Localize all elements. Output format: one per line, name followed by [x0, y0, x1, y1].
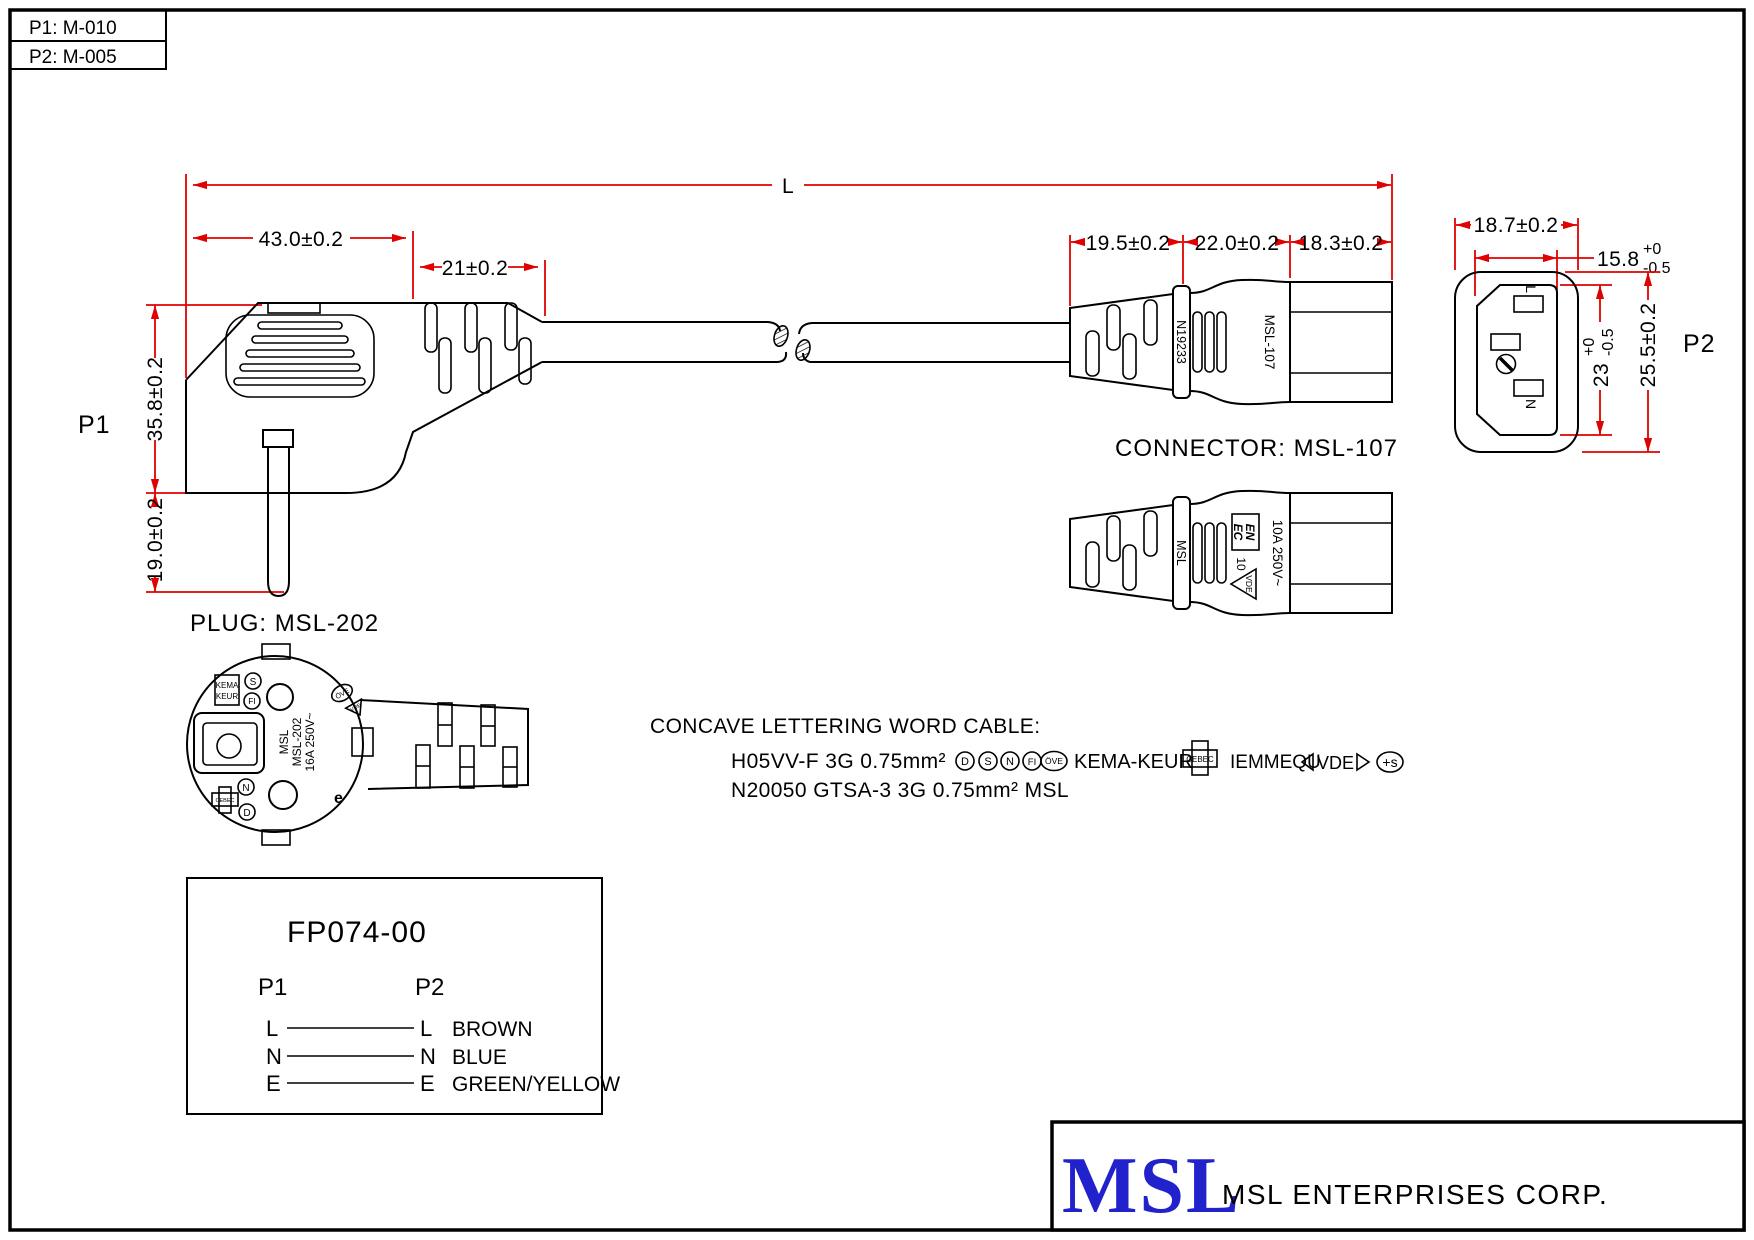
plug-grip-ridge — [234, 378, 365, 385]
company-name: MSL ENTERPRISES CORP. — [1222, 1179, 1609, 1210]
conn-front — [1290, 282, 1392, 402]
p2-label: P2 — [1683, 330, 1716, 358]
vde-triangle-mark — [1231, 569, 1256, 599]
n-mark: N — [242, 783, 250, 794]
wire-to: L — [420, 1016, 433, 1041]
dim-face-open-h-tol-lo: -0.5 — [1600, 328, 1617, 356]
relief-slot — [1107, 516, 1120, 561]
dim-plug-height: 35.8±0.2 — [144, 356, 167, 442]
screw-slot — [1500, 358, 1513, 371]
face-opening — [1477, 285, 1557, 435]
conn-body-slot — [1193, 312, 1202, 372]
dim-pin-length: 19.0±0.2 — [144, 497, 167, 583]
dim-face-open-w-tol-lo: -0.5 — [1643, 260, 1671, 277]
conn-rating-marking: 10A 250V~ — [1270, 519, 1285, 587]
wire-to: E — [420, 1071, 435, 1096]
conn-body-slot — [1217, 523, 1226, 583]
relief-slot — [1123, 545, 1136, 590]
cebec-text: CEBEC — [1186, 755, 1214, 764]
dim-conn-front: 18.3±0.2 — [1298, 232, 1384, 255]
dim-face-open-w: 15.8 — [1597, 248, 1640, 271]
plug-face-view — [187, 644, 373, 845]
plug-top-tab — [268, 303, 320, 313]
conn-body-slot — [1205, 523, 1214, 583]
dim-conn-body: 22.0±0.2 — [1194, 232, 1280, 255]
conn-model-marking: MSL-107 — [1262, 314, 1277, 370]
relief-slot — [425, 303, 437, 352]
relief-slot — [479, 338, 491, 393]
plug-grip-ridge — [258, 322, 342, 329]
iemmequ-text: IEMMEQU — [1230, 752, 1321, 773]
ove-mark: ÖVE — [334, 687, 351, 702]
relief-slot — [465, 303, 477, 352]
plug-bottom-outline — [186, 362, 542, 493]
earth-pin — [268, 447, 289, 596]
conn-front — [1290, 493, 1392, 613]
dim-face-open-w-tol-hi: +0 — [1643, 241, 1662, 258]
p2-face-view — [1455, 272, 1578, 452]
d-approval: D — [961, 756, 969, 768]
n-approval: N — [1006, 756, 1014, 768]
dim-plug-body: 43.0±0.2 — [258, 228, 344, 251]
relief-slot — [1144, 300, 1157, 345]
relief-slot — [505, 303, 517, 350]
conn-cert-number: N19233 — [1174, 320, 1188, 364]
conn-brand-marking: MSL — [1174, 540, 1188, 566]
wire-color: BROWN — [452, 1018, 533, 1041]
wiring-row-n — [266, 1044, 507, 1069]
conn-body-bottom — [1190, 391, 1290, 404]
conn-body-slot — [1205, 312, 1214, 372]
dim-face-open-h-tol-hi: +0 — [1581, 337, 1598, 356]
title-block — [1052, 1122, 1744, 1230]
conn-body-top — [1190, 280, 1290, 293]
conn-body-top — [1190, 491, 1290, 504]
kema-text-top: KEMA — [215, 681, 239, 690]
wire-to: N — [420, 1044, 436, 1069]
connector-label: CONNECTOR: MSL-107 — [1115, 435, 1398, 462]
dim-plug-relief: 21±0.2 — [441, 257, 509, 280]
live-slot — [1514, 296, 1543, 312]
connector-marking-view — [1070, 491, 1392, 615]
note-title: CONCAVE LETTERING WORD CABLE: — [650, 715, 1041, 738]
cebec-small-text: CEBEC — [215, 798, 235, 804]
wiring-col-p2: P2 — [415, 974, 445, 1001]
plug-model-marking: MSL-202 — [290, 717, 304, 767]
relief-slot — [1086, 542, 1099, 587]
wire-from: E — [266, 1071, 281, 1096]
earth-clip-hole — [217, 734, 241, 758]
plug-grip-ridge — [240, 364, 360, 371]
enec-mark — [1231, 514, 1259, 550]
wiring-row-l — [266, 1016, 533, 1041]
conn-body-bottom — [1190, 602, 1290, 615]
dim-face-height: 25.5±0.2 — [1637, 302, 1660, 388]
plug-relief-end-view — [360, 700, 528, 789]
plug-label: PLUG: MSL-202 — [190, 610, 380, 637]
dim-face-width: 18.7±0.2 — [1473, 214, 1559, 237]
dim-conn-relief: 19.5±0.2 — [1085, 232, 1171, 255]
cable-break-right — [794, 338, 813, 362]
vde-text: VDE — [1244, 575, 1254, 593]
plug-rating-marking: 16A 250V~ — [303, 712, 317, 772]
vde-cable-text: VDE — [1317, 753, 1355, 773]
s-approval: S — [984, 756, 992, 768]
wire-color: BLUE — [452, 1046, 507, 1069]
plug-brand-marking: MSL — [277, 729, 291, 755]
relief-slot — [1123, 334, 1136, 379]
kema-keur-text: KEMA-KEUR — [1074, 751, 1193, 773]
s-mark: S — [249, 677, 257, 688]
wiring-row-e — [266, 1071, 620, 1096]
conn-body-slot — [1193, 523, 1202, 583]
fi-mark: FI — [248, 696, 256, 706]
wire-from: L — [266, 1016, 279, 1041]
p1-label: P1 — [78, 411, 111, 439]
earth-pin-base — [263, 430, 293, 447]
relief-slot — [1086, 331, 1099, 376]
enec-text-top: EN — [1243, 523, 1257, 541]
dim-face-open-h-group — [1581, 328, 1617, 387]
wiring-table — [187, 878, 620, 1114]
neutral-slot — [1514, 380, 1543, 396]
dim-face-open-h: 23 — [1590, 362, 1613, 388]
wiring-col-p1: P1 — [258, 974, 288, 1001]
vde-small-mark — [346, 699, 368, 719]
fi-approval: FI — [1027, 757, 1037, 768]
pin-hole-bottom — [269, 781, 297, 809]
relief-slot — [439, 338, 451, 393]
ref-p2-text: P2: M-005 — [29, 47, 117, 68]
wire-from: N — [266, 1044, 282, 1069]
part-number: FP074-00 — [287, 916, 427, 949]
kema-text-bottom: KEUR — [215, 692, 239, 701]
vde-small-text: VDE — [349, 702, 363, 714]
connector-side-view — [1070, 280, 1392, 404]
neutral-letter: N — [1523, 398, 1539, 410]
earth-slot — [1491, 334, 1520, 350]
cable-break-left — [772, 324, 791, 348]
e-mark: e — [334, 790, 343, 807]
enec-text-bottom: EC — [1231, 523, 1245, 541]
dim-overall-length: L — [781, 175, 795, 198]
plug-side-view — [186, 303, 542, 596]
relief-slot — [1144, 511, 1157, 556]
relief-slot — [519, 338, 531, 384]
enec-number: 10 — [1234, 557, 1248, 571]
vde-right-triangle — [1357, 754, 1369, 770]
relief-slot — [1107, 305, 1120, 350]
ove-approval: ÖVE — [1045, 756, 1063, 766]
live-letter: L — [1523, 285, 1539, 293]
cable-marking-note — [650, 715, 1403, 802]
dimensions — [144, 174, 1671, 592]
conn-body-slot — [1217, 312, 1226, 372]
plug-grip-ridge — [252, 336, 348, 343]
ref-p1-text: P1: M-010 — [29, 18, 117, 39]
plus-s-mark: +s — [1382, 754, 1398, 770]
d-mark: D — [243, 808, 251, 819]
note-spec2: N20050 GTSA-3 3G 0.75mm² MSL — [731, 779, 1069, 802]
pin-hole-top — [267, 684, 293, 710]
face-outline — [1455, 272, 1578, 452]
cable — [542, 322, 1070, 362]
company-logo: MSL — [1062, 1142, 1242, 1230]
plug-grip-ridge — [246, 350, 354, 357]
wire-color: GREEN/YELLOW — [452, 1073, 621, 1096]
note-spec1: H05VV-F 3G 0.75mm² — [731, 750, 946, 773]
